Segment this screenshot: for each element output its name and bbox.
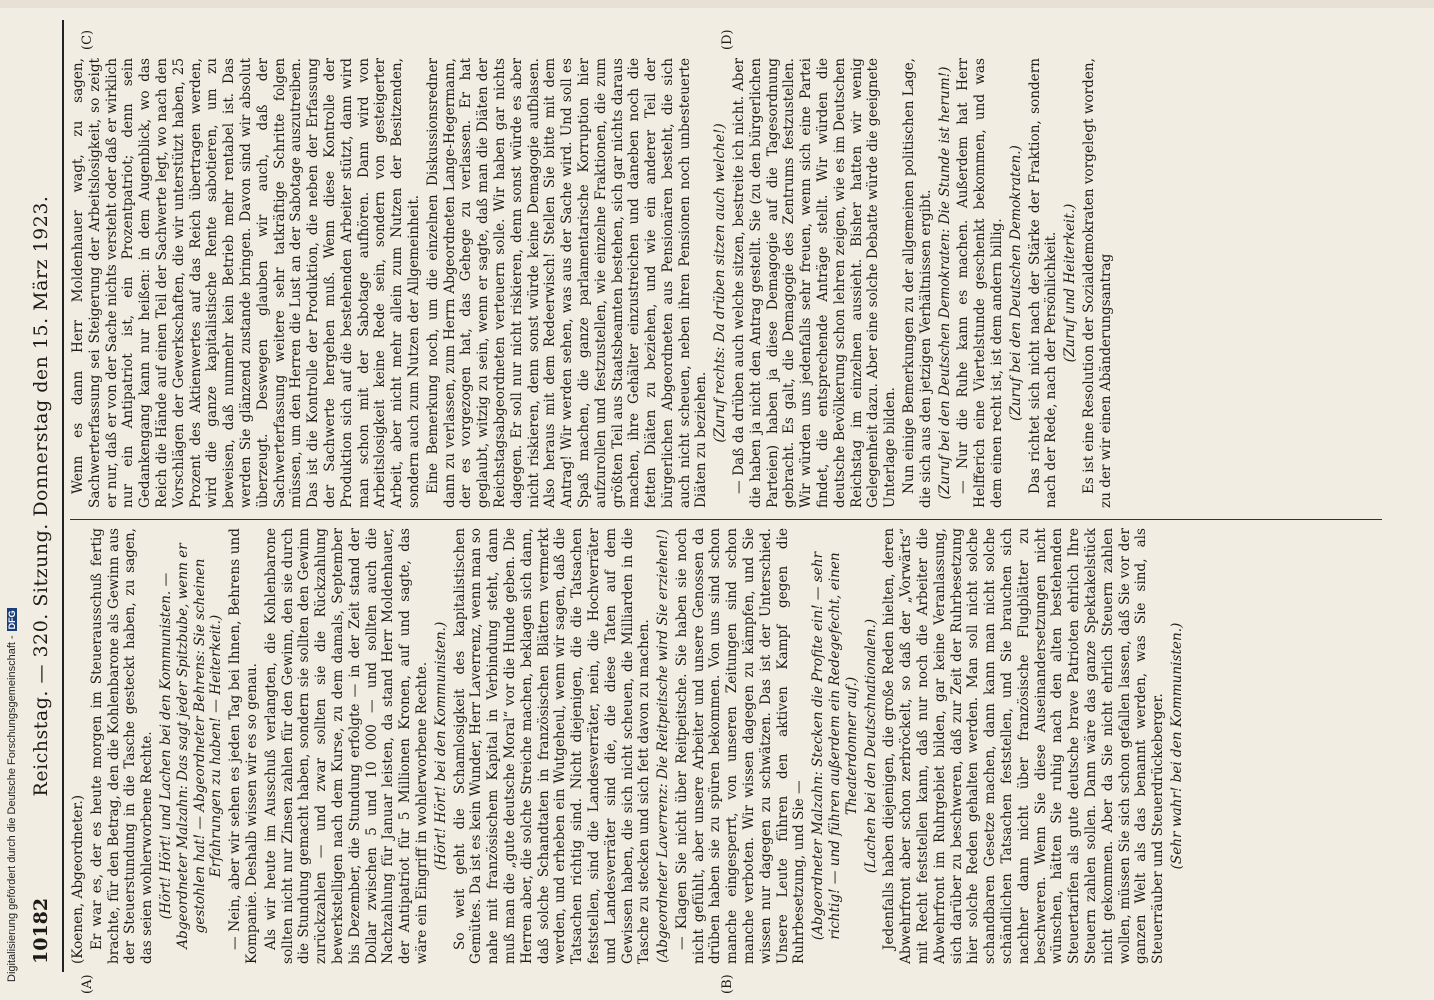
margin-letter-c: (C) — [80, 29, 95, 50]
page-number: 10182 — [30, 897, 52, 964]
digitization-text: Digitalisierung gefördert durch die Deutsche Forschungsgemeinschaft - — [6, 635, 18, 982]
paragraph: Eine Bemerkung noch, um die einzelnen Diskussionsredner dann zu verlassen, zum Herrn Abgeordneten Lange-Hegermann, der es vorgezogen hat, das Gehege zu verlassen. Er hat geglaubt, witzig zu sein, wenn er sagte, daß man die Diäten der Reichstagsabgeordneten verteuern solle. Wir haben gar nichts dagegen. Er soll nur nicht riskieren, denn sonst würde es aber nicht riskieren, denn sonst würde keine Demagogie aufblasen. Also heraus mit dem Redeerwisch! Stellen Sie bitte mit dem Antrag! Wir werden sehen, was aus der Sache wird. Und soll es Spaß machen, die ganze parlamentarische Korruption hier aufzurollen und festzustellen, wie einzelne Fraktionen, die zum größten Teil aus Staatsbeamten bestehen, sich gar nichts daraus machen, ihre Gehälter einzustreichen und daneben noch die fetten Diäten zu beziehen, und wie ein anderer Teil der bürgerlichen Abgeordneten aus Pensionären besteht, die sich auch nicht scheuen, neben ihren Pensionen noch unbesteuerte Diäten zu beziehen. — [424, 58, 710, 508]
paragraph: — Daß da drüben auch welche sitzen, bestreite ich nicht. Aber die haben ja nicht den Antrag gestellt. Sie (zu den bürgerlichen Parteien) haben ja diese Demagogie auf die Tagesordnung gebracht. Es galt, die Demagogie des Zentrums festzustellen. Wir würden uns jedenfalls sehr freuen, wenn sich eine Partei findet, die entsprechende Anträge stellt. Wir würden die deutsche Bevölkerung schon lehren zeigen, wie es im Deutschen Reichstag im einzelnen aussieht. Bisher hatten wir wenig Gelegenheit dazu. Aber eine solche Debatte würde die geeignete Unterlage bilden. — [731, 58, 899, 508]
paragraph: Es ist eine Resolution der Sozialdemokraten vorgelegt worden, zu der wir einen Abänderungsantrag — [1081, 58, 1114, 508]
dfg-logo: DFG — [7, 610, 17, 630]
paragraph: So weit geht die Schamlosigkeit des kapitalistischen Gemütes. Da ist es kein Wunder, Herr Laverrenz, wenn man so nahe mit französischem Kapital in Verbindung steht, dann muß man die „gute deutsche Moral“ vor die Hunde geben. Die Herren aber, die solche Streiche machen, beklagen sich dann, daß solche Schandtaten in französischen Blättern vermerkt werden, und erheben ein Wutgeheul, wenn wir sagen, daß die Tatsachen richtig sind. Nicht diejenigen, die die Tatsachen feststellen, sind die Landesverräter, nein, die Hochverräter und Landesverräter sind die, die diese Taten auf dem Gewissen haben, die sich nicht scheuen, die Milliarden in die Tasche zu stecken und sich fett davon zu machen. — [451, 528, 653, 964]
margin-letter-b: (B) — [720, 974, 735, 994]
paragraph: — Nein, aber wir sehen es jeden Tag bei Ihnen, Behrens und Kompanie. Deshalb wissen wir es so genau. — [227, 528, 260, 964]
paragraph: Jedenfalls haben diejenigen, die große Reden hielten, deren Abwehrfront aber schon zerbröckelt, so daß der „Vorwärts“ mit Recht feststellen kann, daß nur noch die Arbeiter die Abwehrfront im Ruhrgebiet bilden, gar keine Veranlassung, sich darüber zu beschweren, daß zur Zeit der Ruhrbesetzung hier solche Reden gehalten werden. Man soll nicht solche schandbaren Gesetze machen, dann kann man nicht solche schändlichen Tatsachen feststellen, und Sie brauchen sich nachher dann nicht über französische Flugblätter zu beschweren. Wenn Sie diese Auseinandersetzungen nicht wünschen, hätten Sie ruhig nach den alten bestehenden Steuertarifen als gute deutsche brave Patrioten ehrlich Ihre Steuern zahlen sollen. Dann wäre das ganze Spektakelstück nicht gekommen. Aber da Sie nicht ehrlich Steuern zahlen wollen, müssen Sie sich schon gefallen lassen, daß Sie vor der ganzen Welt als das benannt werden, was Sie sind, als Steuerräuber und Steuerdrückeberger. — [881, 528, 1167, 964]
left-column — [70, 528, 1382, 964]
margin-letter-a: (A) — [80, 974, 95, 994]
page-title: Reichstag. — 320. Sitzung. Donnerstag den 15. März 1923. — [30, 195, 52, 797]
interjection: (Zuruf und Heiterkeit.) — [1062, 203, 1079, 363]
paragraph: Er war es, der es heute morgen im Steuerausschuß fertig brachte, für den Betrag, den die Kohlenbarone als Gewinn aus der Steuerstundung in die Tasche gesteckt haben, zu sagen, das seien wohlerworbene Rechte. — [88, 528, 156, 964]
interjection: (Zuruf bei den Deutschen Demokraten: Die Stunde ist herum!) — [936, 66, 953, 500]
interjection: (Abgeordneter Malzahn: Stecken die Profite ein! — sehr richtig! — und führen außerdem ein Redegefecht, einen Theaterdonner auf.) — [810, 551, 860, 941]
digitization-note — [6, 608, 18, 982]
paragraph: Als wir heute im Ausschuß verlangten, die Kohlenbarone sollten nicht nur Zinsen zahlen für den Gewinn, den sie durch die Stundung gemacht haben, sondern sie sollten den Gewinn zurückzahlen — und zwar sollten sie die Rückzahlung bewerkstelligen nach dem Kurse, zu dem damals, September bis Dezember, die Stundung erfolgte — in der Zeit stand der Dollar zwischen 5 und 10 000 — und sollten auch die Nachzahlung für Januar leisten, da stand Herr Moldenhauer, der Antipatriot für 5 Millionen Kronen, auf und sagte, das wäre ein Eingriff in wohlerworbene Rechte. — [262, 528, 430, 964]
interjection: (Sehr wahr! bei den Kommunisten.) — [1169, 622, 1185, 870]
paragraph: Das richtet sich nicht nach der Stärke der Fraktion, sondern nach der Rede, nach der Persönlichkeit. — [1026, 58, 1060, 508]
paragraph: Nun einige Bemerkungen zu der allgemeinen politischen Lage, die sich aus den jetzigen Verhältnissen ergibt. — [901, 58, 934, 508]
paragraph: — Nur die Ruhe kann es machen. Außerdem hat Herr Helfferich eine Viertelstunde geschenkt bekommen, und was dem einen recht ist, ist dem andern billig. — [955, 58, 1006, 508]
interjection: (Abgeordneter Laverrenz: Die Reitpeitsche wird Sie erziehen!) — [655, 529, 672, 963]
interjection: (Hört! Hört! und Lachen bei den Kommunisten. — Abgeordneter Malzahn: Das sagt jeder Spitzbube, wenn er gestohlen hat! — Abgeordneter Behrens: Sie scheinen Erfahrungen zu haben! — Heiterkeit.) — [157, 543, 225, 949]
interjection: (Zuruf bei den Deutschen Demokraten.) — [1007, 145, 1024, 421]
interjection: (Zuruf rechts: Da drüben sitzen auch welche!) — [712, 123, 729, 443]
paragraph: — Klagen Sie nicht über Reitpeitsche. Sie haben sie noch nicht gefühlt, aber unsere Arbeiter und unsere Genossen da drüben haben sie zu spüren bekommen. Von uns sind schon manche eingesperrt, von unseren Zeitungen sind schon manche verboten. Wir wissen dagegen zu kämpfen, und Sie wissen nur dagegen zu schwätzen. Das ist der Unterschied. Unsere Leute führen den aktiven Kampf gegen die Ruhrbesetzung, und Sie — — [673, 528, 808, 964]
margin-letter-d: (D) — [720, 29, 735, 50]
paragraph: Wenn es dann Herr Moldenhauer wagt, zu sagen, Sachwerterfassung sei Steigerung der Arbeitslosigkeit, so zeigt er nur, daß er von der Sache nichts versteht oder daß er wirklich nur ein Antipatriot ist, ein Prozentpatriot; denn sein Gedankengang kann nur heißen: in dem Augenblick, wo das Reich die Hände auf einen Teil der Sachwerte legt, wo nach den Vorschlägen der Gewerkschaften, die wir unterstützt haben, 25 Prozent des Aktienwertes auf das Reich übertragen werden, wird die ganze kapitalistische Rente sabotieren, um zu beweisen, daß nunmehr kein Betrieb mehr rentabel ist. Das werden Sie glänzend zustande bringen. Davon sind wir absolut überzeugt. Deswegen glauben wir auch, daß der Sachwerterfassung weitere sehr tatkräftige Schritte folgen müssen, um den Herren die Lust an der Sabotage auszutreiben. Das ist die Kontrolle der Produktion, die neben der Erfassung der Sachwerte hergehen muß. Wenn diese Kontrolle der Produktion sich auf die bestehenden Arbeiter stützt, dann wird man schon mit der Sabotage aufhören. Dann wird von Arbeitslosigkeit keine Rede sein, sondern von gesteigerter Arbeit, aber nicht mehr allein zum Nutzen der Besitzenden, sondern auch zum Nutzen der Allgemeinheit. — [70, 58, 422, 508]
page-header — [26, 20, 64, 972]
right-column — [70, 58, 1382, 508]
interjection: (Lachen bei den Deutschnationalen.) — [862, 618, 879, 874]
speaker-label: (Koenen, Abgeordneter.) — [70, 794, 86, 964]
interjection: (Hört! Hört! bei den Kommunisten.) — [432, 621, 449, 871]
column-divider — [70, 519, 1382, 520]
